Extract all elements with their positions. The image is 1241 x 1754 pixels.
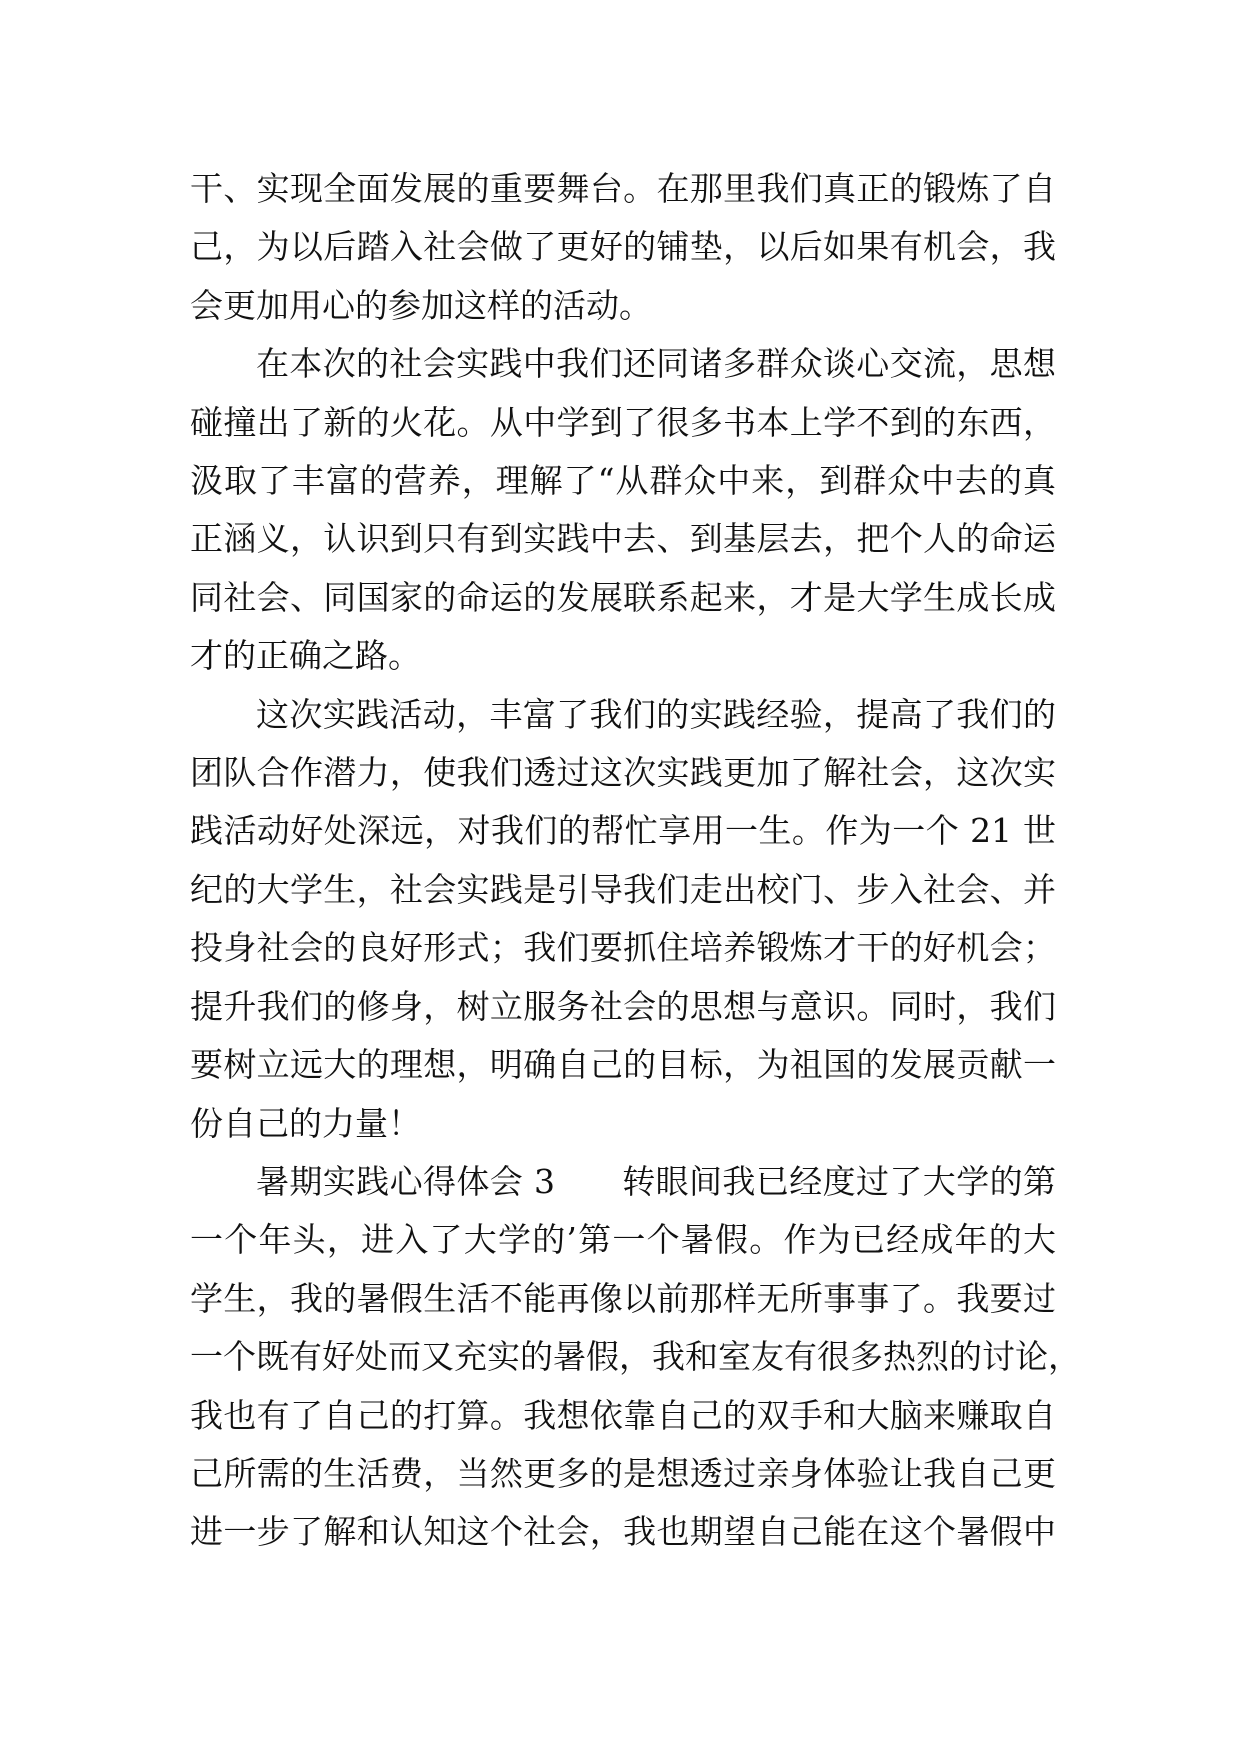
- text-line: 正涵义，认识到只有到实践中去、到基层去，把个人的命运: [190, 519, 1056, 559]
- text-line: 汲取了丰富的营养，理解了“从群众中来，到群众中去的真: [190, 461, 1056, 501]
- text-line: 份自己的力量！: [190, 1103, 421, 1143]
- text-line: 己所需的生活费，当然更多的是想透过亲身体验让我自己更: [190, 1453, 1056, 1493]
- text-line: 一个年头，进入了大学的’第一个暑假。作为已经成年的大: [190, 1220, 1056, 1260]
- document-body: [190, 160, 1081, 1562]
- text-line: 在本次的社会实践中我们还同诸多群众谈心交流，思想: [256, 344, 1056, 384]
- paragraph-3: [190, 686, 1056, 1153]
- text-line: 提升我们的修身，树立服务社会的思想与意识。同时，我们: [190, 986, 1056, 1026]
- text-line: 碰撞出了新的火花。从中学到了很多书本上学不到的东西，: [190, 402, 1056, 442]
- text-line: 学生，我的暑假生活不能再像以前那样无所事事了。我要过: [190, 1278, 1056, 1318]
- text-line: 干、实现全面发展的重要舞台。在那里我们真正的锻炼了自: [190, 169, 1056, 208]
- text-line: 进一步了解和认知这个社会，我也期望自己能在这个暑假中: [190, 1512, 1056, 1552]
- text-line: 投身社会的良好形式；我们要抓住培养锻炼才干的好机会；: [190, 928, 1056, 968]
- text-line: 要树立远大的理想，明确自己的目标，为祖国的发展贡献一: [190, 1045, 1056, 1085]
- section-heading-line: 暑期实践心得体会 3 转眼间我已经度过了大学的第: [256, 1161, 1056, 1201]
- text-line: 才的正确之路。: [190, 636, 421, 676]
- paragraph-2: [190, 335, 1056, 685]
- text-line: 这次实践活动，丰富了我们的实践经验，提高了我们的: [256, 694, 1056, 734]
- text-line: 同社会、同国家的命运的发展联系起来，才是大学生成长成: [190, 577, 1056, 617]
- paragraph-4: [190, 1153, 1081, 1562]
- paragraph-1: [190, 160, 1056, 335]
- text-line: 一个既有好处而又充实的暑假，我和室友有很多热烈的讨论，: [190, 1337, 1081, 1377]
- text-line: 会更加用心的参加这样的活动。: [190, 285, 652, 325]
- text-line: 团队合作潜力，使我们透过这次实践更加了解社会，这次实: [190, 753, 1056, 793]
- text-line: 我也有了自己的打算。我想依靠自己的双手和大脑来赚取自: [190, 1395, 1056, 1435]
- text-line: 践活动好处深远，对我们的帮忙享用一生。作为一个 21 世: [190, 811, 1056, 851]
- text-line: 纪的大学生，社会实践是引导我们走出校门、步入社会、并: [190, 869, 1056, 909]
- text-line: 己，为以后踏入社会做了更好的铺垫，以后如果有机会，我: [190, 227, 1056, 267]
